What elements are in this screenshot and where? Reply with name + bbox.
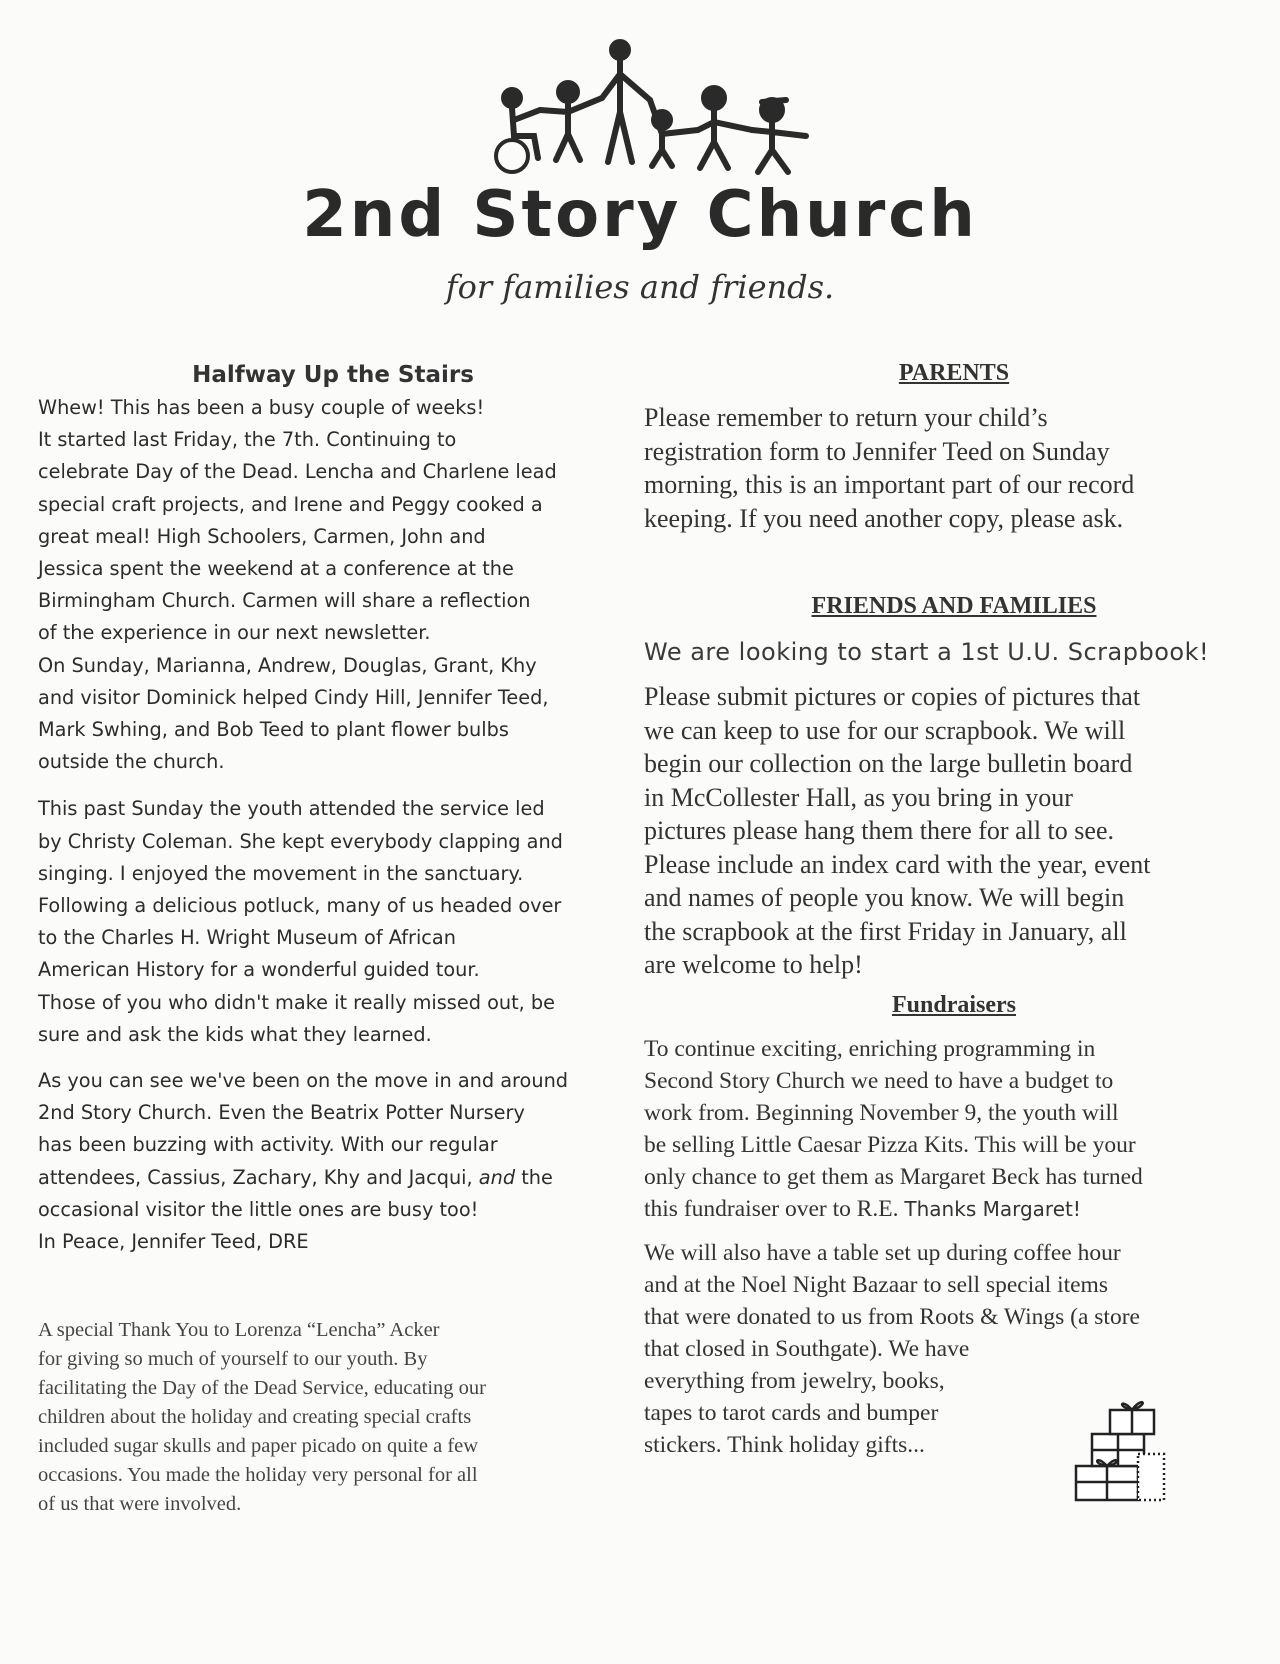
column-heading: Halfway Up the Stairs (192, 362, 474, 388)
scrapbook-paragraph (644, 680, 1264, 982)
text-line: Birmingham Church. Carmen will share a reflection (38, 589, 531, 613)
gift-boxes-icon (1070, 1394, 1168, 1504)
text-line: has been buzzing with activity. With our regular (38, 1133, 498, 1157)
thank-you-note (38, 1316, 598, 1519)
text-line: celebrate Day of the Dead. Lencha and Charlene lead (38, 460, 557, 484)
text-line: outside the church. (38, 750, 225, 774)
text-line: singing. I enjoyed the movement in the sanctuary. (38, 861, 524, 885)
text-line: Whew! This has been a busy couple of weeks! (38, 396, 485, 419)
parents-paragraph (644, 401, 1264, 535)
text-line: Mark Swhing, and Bob Teed to plant flower bulbs (38, 718, 509, 742)
text-line: by Christy Coleman. She kept everybody clapping and (38, 829, 563, 853)
parents-heading: PARENTS (898, 360, 1010, 386)
text-line: A special Thank You to Lorenza “Lencha” Acker (38, 1319, 440, 1341)
text-line: registration form to Jennifer Teed on Sunday (644, 436, 1110, 466)
text-line: only chance to get them as Margaret Beck has turned (644, 1163, 1143, 1190)
text-line (38, 1162, 618, 1194)
text-line: facilitating the Day of the Dead Service, educating our (38, 1377, 486, 1399)
text-line: Please include an index card with the year, event (644, 849, 1151, 879)
left-column (38, 362, 618, 1258)
text-line: children about the holiday and creating special crafts (38, 1406, 472, 1428)
pizza-kits-paragraph (644, 1033, 1264, 1225)
text-line: Please submit pictures or copies of pictures that (644, 682, 1141, 711)
nursery-paragraph (38, 1065, 618, 1258)
text-line (644, 1193, 1264, 1225)
text-line: As you can see we've been on the move in and around (38, 1069, 569, 1093)
text-line: are welcome to help! (644, 950, 863, 979)
text-line: occasional visitor the little ones are busy too! (38, 1197, 479, 1221)
scrapbook-announcement: We are looking to start a 1st U.U. Scrapbook! (644, 638, 1210, 666)
emphasis-text: and (478, 1165, 516, 1189)
text-line: On Sunday, Marianna, Andrew, Douglas, Grant, Khy (38, 653, 537, 677)
text-line: pictures please hang them there for all to see. (644, 816, 1114, 845)
text-line: great meal! High Schoolers, Carmen, John and (38, 524, 486, 548)
table-sale-paragraph (644, 1237, 1264, 1461)
text-line: included sugar skulls and paper picado on quite a few (38, 1435, 479, 1457)
text-line: and visitor Dominick helped Cindy Hill, Jennifer Teed, (38, 685, 549, 709)
masthead-title: 2nd Story Church (302, 178, 978, 252)
text-line: of us that were involved. (38, 1493, 242, 1515)
text-line: to the Charles H. Wright Museum of African (38, 926, 456, 950)
text-line: 2nd Story Church. Even the Beatrix Potter Nursery (38, 1101, 525, 1125)
text-line: we can keep to use for our scrapbook. We will (644, 715, 1126, 745)
text-line: Please remember to return your child’s (644, 403, 1048, 432)
text-line: sure and ask the kids what they learned. (38, 1022, 432, 1046)
youth-update-paragraph (38, 392, 618, 778)
signature-line: In Peace, Jennifer Teed, DRE (38, 1230, 309, 1254)
text-line: work from. Beginning November 9, the youth will (644, 1099, 1119, 1126)
text-line: Second Story Church we need to have a budget to (644, 1067, 1114, 1094)
text-line: stickers. Think holiday gifts... (644, 1431, 925, 1458)
text-line: for giving so much of yourself to our youth. By (38, 1348, 428, 1370)
text-line: tapes to tarot cards and bumper (644, 1399, 939, 1426)
thanks-note: Thanks Margaret! (904, 1196, 1081, 1221)
fundraisers-heading: Fundraisers (891, 991, 1016, 1018)
text-line: We will also have a table set up during coffee hour (644, 1239, 1121, 1266)
text-line: that closed in Southgate). We have (644, 1335, 970, 1362)
text-line: and names of people you know. We will begin (644, 883, 1125, 912)
text-line: and at the Noel Night Bazaar to sell special items (644, 1271, 1108, 1298)
masthead-tagline: for families and friends. (445, 268, 835, 306)
text-line: occasions. You made the holiday very personal for all (38, 1464, 478, 1486)
text-line: that were donated to us from Roots & Wings (a store (644, 1303, 1140, 1330)
text-line: begin our collection on the large bulletin board (644, 749, 1133, 778)
text-line: be selling Little Caesar Pizza Kits. This will be your (644, 1131, 1136, 1158)
text-line: the scrapbook at the first Friday in January, all (644, 916, 1127, 946)
text-line: It started last Friday, the 7th. Continuing to (38, 428, 457, 452)
text-line: This past Sunday the youth attended the service led (38, 797, 545, 821)
text-line: special craft projects, and Irene and Peggy cooked a (38, 492, 543, 516)
text-line: Those of you who didn't make it really missed out, be (38, 990, 556, 1014)
right-column (644, 360, 1264, 1461)
text-segment: this fundraiser over to R.E. (644, 1195, 905, 1222)
family-figures-icon (490, 38, 850, 188)
friends-families-heading: FRIENDS AND FAMILIES (811, 593, 1097, 619)
text-line: everything from jewelry, books, (644, 1367, 945, 1394)
text-line: To continue exciting, enriching programming in (644, 1035, 1096, 1062)
text-segment: the (515, 1165, 553, 1189)
text-segment: attendees, Cassius, Zachary, Khy and Jacqui, (38, 1165, 479, 1189)
text-line: in McCollester Hall, as you bring in your (644, 782, 1073, 812)
text-line: keeping. If you need another copy, please ask. (644, 503, 1124, 533)
museum-trip-paragraph (38, 793, 618, 1051)
text-line: Jessica spent the weekend at a conference at the (38, 557, 514, 581)
text-line: morning, this is an important part of our record (644, 470, 1135, 499)
text-line: of the experience in our next newsletter. (38, 621, 431, 645)
text-line: American History for a wonderful guided tour. (38, 958, 480, 982)
text-line: Following a delicious potluck, many of us headed over (38, 894, 562, 918)
